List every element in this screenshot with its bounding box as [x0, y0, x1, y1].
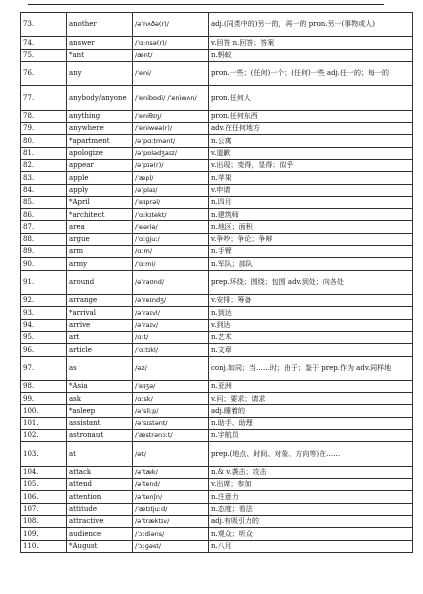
entry-word: astronaut	[67, 430, 133, 442]
entry-definition: n.四月	[209, 196, 413, 208]
entry-definition: n.苹果	[209, 172, 413, 184]
table-row	[21, 209, 413, 221]
entry-number: 86.	[21, 209, 67, 221]
table-row	[21, 159, 413, 171]
entry-definition: adv.在任何地方	[209, 123, 413, 135]
entry-word: *asleep	[67, 405, 133, 417]
entry-number: 109.	[21, 528, 67, 540]
entry-phonetic: /ət/	[133, 442, 209, 466]
entry-word: ask	[67, 393, 133, 405]
entry-number: 98.	[21, 380, 67, 392]
entry-definition: n.亚洲	[209, 380, 413, 392]
entry-number: 89.	[21, 246, 67, 258]
entry-word: anybody/anyone	[67, 86, 133, 110]
entry-word: attractive	[67, 515, 133, 527]
entry-number: 75.	[21, 49, 67, 61]
entry-definition: n.手臂	[209, 246, 413, 258]
entry-phonetic: /əˈpɒlədʒaɪz/	[133, 147, 209, 159]
entry-phonetic: /ˈɑːkɪtekt/	[133, 209, 209, 221]
entry-definition: pron.一些；(任何)一个；(任何)一些 adj.任一的；每一的	[209, 61, 413, 85]
entry-phonetic: /əˈraɪv/	[133, 319, 209, 331]
entry-phonetic: /ˈɔːdiəns/	[133, 528, 209, 540]
table-row	[21, 430, 413, 442]
entry-phonetic: /ˈeɪprəl/	[133, 196, 209, 208]
table-row	[21, 37, 413, 49]
entry-phonetic: /ˈeniweə(r)/	[133, 123, 209, 135]
entry-definition: n.文章	[209, 344, 413, 356]
entry-definition: v.回答 n.回答；答案	[209, 37, 413, 49]
entry-phonetic: /ˈɑːtɪkl/	[133, 344, 209, 356]
entry-definition: n.军队；部队	[209, 258, 413, 270]
entry-definition: v.到达	[209, 319, 413, 331]
entry-definition: conj.如同；当……时；由于；鉴于 prep.作为 adv.同样地	[209, 356, 413, 380]
entry-phonetic: /əˈsɪstənt/	[133, 417, 209, 429]
entry-number: 87.	[21, 221, 67, 233]
entry-definition: n.建筑师	[209, 209, 413, 221]
entry-number: 76.	[21, 61, 67, 85]
table-row	[21, 147, 413, 159]
entry-number: 78.	[21, 110, 67, 122]
entry-phonetic: /ɑːm/	[133, 246, 209, 258]
table-row	[21, 86, 413, 110]
entry-definition: n.艺术	[209, 331, 413, 343]
table-row	[21, 295, 413, 307]
entry-phonetic: /əˈtenʃn/	[133, 491, 209, 503]
entry-phonetic: /əˈraʊnd/	[133, 270, 209, 294]
entry-word: *August	[67, 540, 133, 552]
table-row	[21, 13, 413, 37]
entry-phonetic: /ˈenibɒdi/ /ˈeniwʌn/	[133, 86, 209, 110]
entry-word: *Asia	[67, 380, 133, 392]
entry-word: around	[67, 270, 133, 294]
entry-word: attitude	[67, 503, 133, 515]
table-row	[21, 319, 413, 331]
entry-definition: v.安排；筹备	[209, 295, 413, 307]
entry-phonetic: /əˈplaɪ/	[133, 184, 209, 196]
entry-number: 88.	[21, 233, 67, 245]
entry-number: 77.	[21, 86, 67, 110]
table-row	[21, 417, 413, 429]
table-row	[21, 515, 413, 527]
entry-definition: n.地区；面积	[209, 221, 413, 233]
entry-definition: adj.(同类中的)另一的，再一的 pron.另一(事物或人)	[209, 13, 413, 37]
entry-word: arrange	[67, 295, 133, 307]
table-row	[21, 442, 413, 466]
entry-word: apple	[67, 172, 133, 184]
table-row	[21, 246, 413, 258]
entry-definition: n.八月	[209, 540, 413, 552]
entry-number: 106.	[21, 491, 67, 503]
entry-number: 104.	[21, 466, 67, 478]
entry-word: attention	[67, 491, 133, 503]
entry-phonetic: /ˈæpl/	[133, 172, 209, 184]
table-row	[21, 344, 413, 356]
entry-definition: v.道歉	[209, 147, 413, 159]
entry-number: 80.	[21, 135, 67, 147]
entry-word: assistant	[67, 417, 133, 429]
entry-number: 95.	[21, 331, 67, 343]
entry-phonetic: /ˈeni/	[133, 61, 209, 85]
entry-definition: adj.有吸引力的	[209, 515, 413, 527]
entry-definition: pron.任何东西	[209, 110, 413, 122]
table-row	[21, 184, 413, 196]
entry-number: 110.	[21, 540, 67, 552]
entry-number: 108.	[21, 515, 67, 527]
entry-word: *apartment	[67, 135, 133, 147]
entry-word: as	[67, 356, 133, 380]
entry-word: *April	[67, 196, 133, 208]
table-row	[21, 307, 413, 319]
top-rule	[28, 4, 384, 5]
entry-number: 91.	[21, 270, 67, 294]
entry-definition: v.出席；参加	[209, 479, 413, 491]
entry-phonetic: /ˈɑːmi/	[133, 258, 209, 270]
table-row	[21, 258, 413, 270]
entry-word: any	[67, 61, 133, 85]
entry-word: apply	[67, 184, 133, 196]
table-row	[21, 172, 413, 184]
entry-definition: v.出现；变得，显得；似乎	[209, 159, 413, 171]
table-row	[21, 110, 413, 122]
entry-definition: v.问；要求；请求	[209, 393, 413, 405]
table-row	[21, 270, 413, 294]
entry-phonetic: /ˈeɪʒə/	[133, 380, 209, 392]
entry-number: 93.	[21, 307, 67, 319]
entry-word: another	[67, 13, 133, 37]
entry-phonetic: /əz/	[133, 356, 209, 380]
entry-number: 100.	[21, 405, 67, 417]
entry-number: 85.	[21, 196, 67, 208]
entry-word: anywhere	[67, 123, 133, 135]
entry-definition: n.蚂蚁	[209, 49, 413, 61]
table-row	[21, 61, 413, 85]
entry-word: appear	[67, 159, 133, 171]
entry-word: *arrival	[67, 307, 133, 319]
entry-number: 82.	[21, 159, 67, 171]
table-row	[21, 356, 413, 380]
entry-word: *ant	[67, 49, 133, 61]
entry-phonetic: /əˈpɪə(r)/	[133, 159, 209, 171]
table-row	[21, 380, 413, 392]
table-row	[21, 540, 413, 552]
entry-word: attack	[67, 466, 133, 478]
entry-number: 73.	[21, 13, 67, 37]
entry-word: attend	[67, 479, 133, 491]
entry-phonetic: /ˈɑːɡjuː/	[133, 233, 209, 245]
entry-number: 84.	[21, 184, 67, 196]
table-row	[21, 466, 413, 478]
table-row	[21, 405, 413, 417]
entry-phonetic: /əˈraɪvl/	[133, 307, 209, 319]
entry-word: area	[67, 221, 133, 233]
entry-phonetic: /ˈɑːnsə(r)/	[133, 37, 209, 49]
entry-number: 101.	[21, 417, 67, 429]
entry-word: apologize	[67, 147, 133, 159]
entry-phonetic: /ɑːt/	[133, 331, 209, 343]
entry-word: arrive	[67, 319, 133, 331]
entry-number: 90.	[21, 258, 67, 270]
entry-word: argue	[67, 233, 133, 245]
entry-phonetic: /ænt/	[133, 49, 209, 61]
entry-definition: n.& v.袭击；攻击	[209, 466, 413, 478]
entry-phonetic: /ˈɔːɡəst/	[133, 540, 209, 552]
entry-definition: n.到达	[209, 307, 413, 319]
entry-definition: prep.(地点、时间、对象、方向等)在……	[209, 442, 413, 466]
entry-definition: n.态度；看法	[209, 503, 413, 515]
entry-number: 92.	[21, 295, 67, 307]
entry-word: arm	[67, 246, 133, 258]
entry-number: 105.	[21, 479, 67, 491]
entry-phonetic: /əˈnʌðə(r)/	[133, 13, 209, 37]
entry-definition: prep.环绕；围绕；包围 adv.到处；向各处	[209, 270, 413, 294]
entry-phonetic: /ɑːsk/	[133, 393, 209, 405]
entry-word: at	[67, 442, 133, 466]
table-row	[21, 221, 413, 233]
entry-definition: v.争吵；争论；争辩	[209, 233, 413, 245]
entry-number: 99.	[21, 393, 67, 405]
vocabulary-table	[20, 12, 413, 553]
table-row	[21, 479, 413, 491]
entry-number: 81.	[21, 147, 67, 159]
entry-phonetic: /ˈeəriə/	[133, 221, 209, 233]
entry-definition: v.申请	[209, 184, 413, 196]
entry-phonetic: /əˈtræktɪv/	[133, 515, 209, 527]
table-row	[21, 123, 413, 135]
entry-definition: n.观众；听众	[209, 528, 413, 540]
entry-phonetic: /ˈæstrənɔːt/	[133, 430, 209, 442]
entry-definition: n.公寓	[209, 135, 413, 147]
table-row	[21, 233, 413, 245]
entry-definition: pron.任何人	[209, 86, 413, 110]
entry-number: 102.	[21, 430, 67, 442]
entry-phonetic: /əˈsliːp/	[133, 405, 209, 417]
entry-word: answer	[67, 37, 133, 49]
entry-number: 97.	[21, 356, 67, 380]
table-row	[21, 393, 413, 405]
entry-number: 103.	[21, 442, 67, 466]
table-row	[21, 196, 413, 208]
entry-number: 107.	[21, 503, 67, 515]
entry-definition: n.宇航员	[209, 430, 413, 442]
entry-phonetic: /əˈpɑːtmənt/	[133, 135, 209, 147]
entry-word: *architect	[67, 209, 133, 221]
entry-phonetic: /ˈeniθɪŋ/	[133, 110, 209, 122]
table-row	[21, 49, 413, 61]
entry-phonetic: /ˈætɪtjuːd/	[133, 503, 209, 515]
entry-phonetic: /əˈtæk/	[133, 466, 209, 478]
entry-phonetic: /əˈtend/	[133, 479, 209, 491]
entry-number: 83.	[21, 172, 67, 184]
entry-word: army	[67, 258, 133, 270]
entry-word: article	[67, 344, 133, 356]
table-row	[21, 528, 413, 540]
entry-definition: n.助手、助理	[209, 417, 413, 429]
entry-number: 74.	[21, 37, 67, 49]
entry-number: 79.	[21, 123, 67, 135]
entry-word: audience	[67, 528, 133, 540]
entry-definition: adj.睡着的	[209, 405, 413, 417]
entry-definition: n.注意力	[209, 491, 413, 503]
entry-number: 94.	[21, 319, 67, 331]
table-row	[21, 491, 413, 503]
table-row	[21, 331, 413, 343]
entry-word: art	[67, 331, 133, 343]
entry-number: 96.	[21, 344, 67, 356]
entry-phonetic: /əˈreɪndʒ/	[133, 295, 209, 307]
table-row	[21, 135, 413, 147]
entry-word: anything	[67, 110, 133, 122]
table-row	[21, 503, 413, 515]
